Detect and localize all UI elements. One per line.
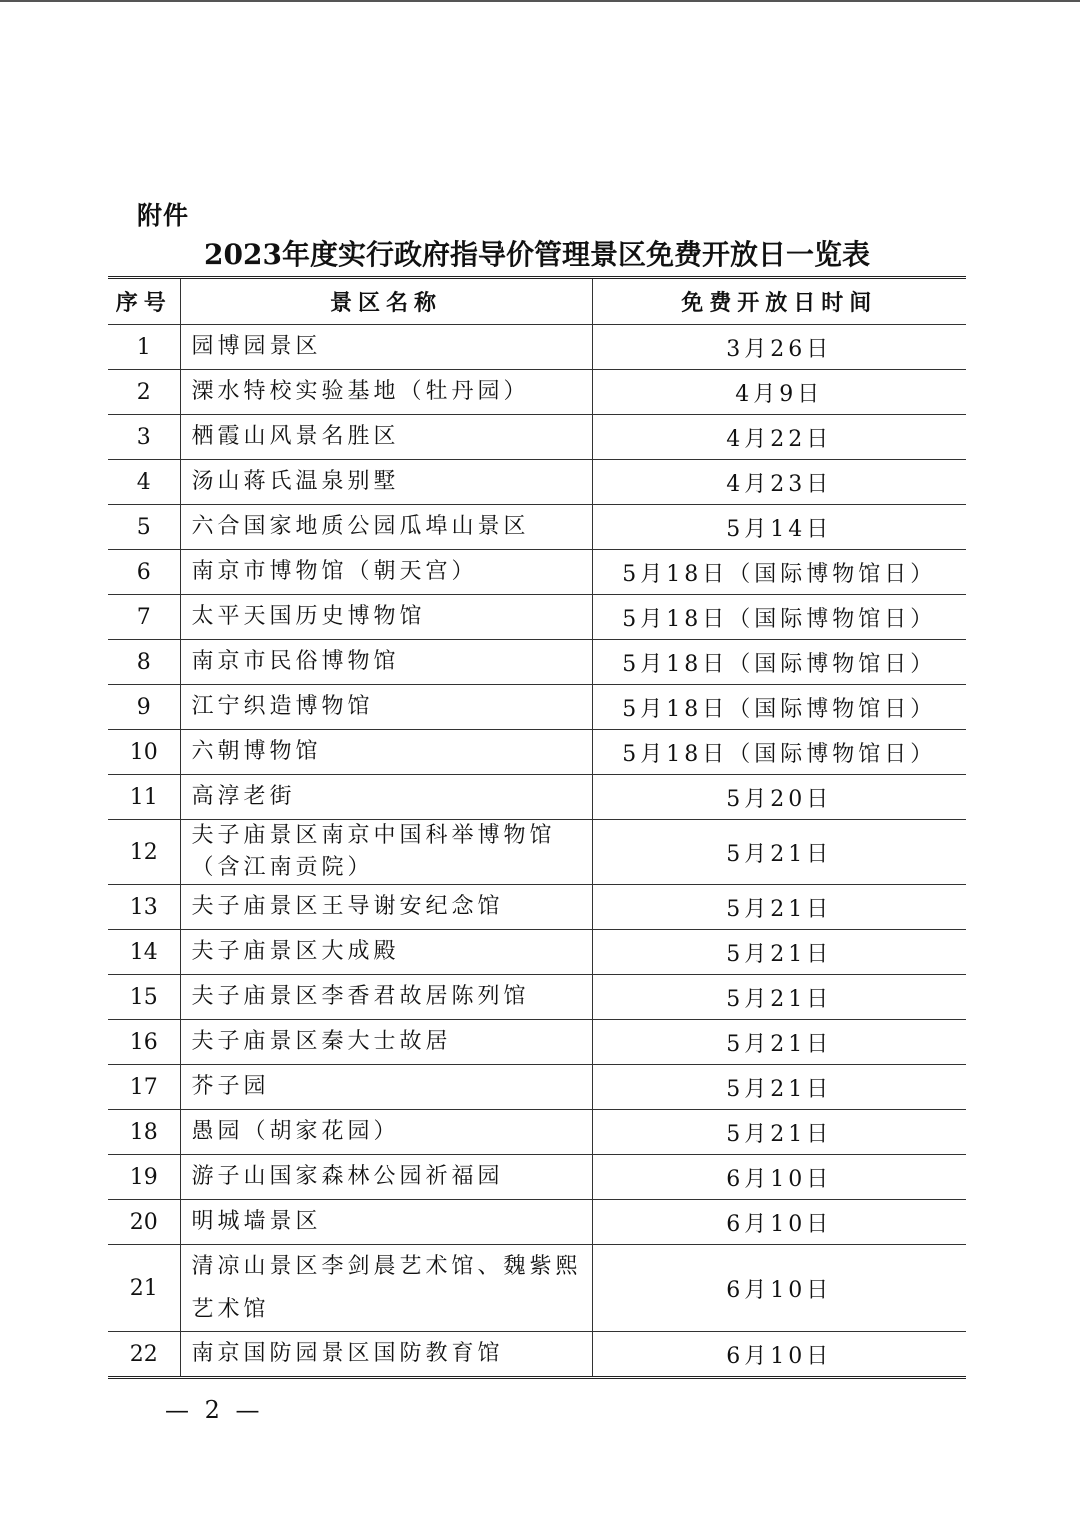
scenic-area-name: 六朝博物馆 xyxy=(180,730,592,775)
free-open-date: 5月18日（国际博物馆日） xyxy=(592,550,966,595)
table-row xyxy=(108,975,966,1020)
table-row xyxy=(108,415,966,460)
free-open-date: 5月21日 xyxy=(592,930,966,975)
row-number: 2 xyxy=(108,370,180,415)
row-number: 13 xyxy=(108,885,180,930)
free-open-date: 5月18日（国际博物馆日） xyxy=(592,685,966,730)
attachment-label: 附件 xyxy=(137,201,190,230)
table-row xyxy=(108,685,966,730)
table-row xyxy=(108,885,966,930)
top-border-line xyxy=(0,0,1080,2)
free-open-date: 5月21日 xyxy=(592,820,966,885)
table-row xyxy=(108,730,966,775)
row-number: 18 xyxy=(108,1110,180,1155)
free-open-day-table xyxy=(108,276,966,1379)
scenic-area-name: 夫子庙景区南京中国科举博物馆（含江南贡院） xyxy=(180,820,592,885)
free-open-date: 5月21日 xyxy=(592,1065,966,1110)
scenic-area-name: 芥子园 xyxy=(180,1065,592,1110)
row-number: 1 xyxy=(108,325,180,370)
free-open-date: 5月21日 xyxy=(592,975,966,1020)
document-title: 2023年度实行政府指导价管理景区免费开放日一览表 xyxy=(204,238,870,271)
row-number: 15 xyxy=(108,975,180,1020)
scenic-area-name: 溧水特校实验基地（牡丹园） xyxy=(180,370,592,415)
free-open-date: 5月18日（国际博物馆日） xyxy=(592,730,966,775)
free-open-date: 5月14日 xyxy=(592,505,966,550)
table-row xyxy=(108,550,966,595)
row-number: 19 xyxy=(108,1155,180,1200)
scenic-area-name: 江宁织造博物馆 xyxy=(180,685,592,730)
free-open-date: 6月10日 xyxy=(592,1245,966,1332)
free-open-date: 5月21日 xyxy=(592,1020,966,1065)
scenic-area-name: 愚园（胡家花园） xyxy=(180,1110,592,1155)
scenic-area-name: 六合国家地质公园瓜埠山景区 xyxy=(180,505,592,550)
header-scenic-area-name: 景区名称 xyxy=(180,279,592,325)
scenic-area-name: 园博园景区 xyxy=(180,325,592,370)
scenic-area-name: 太平天国历史博物馆 xyxy=(180,595,592,640)
free-open-date: 5月18日（国际博物馆日） xyxy=(592,640,966,685)
free-open-date: 5月18日（国际博物馆日） xyxy=(592,595,966,640)
free-open-date: 5月20日 xyxy=(592,775,966,820)
free-open-date: 5月21日 xyxy=(592,1110,966,1155)
table-row xyxy=(108,1200,966,1245)
table-row xyxy=(108,820,966,885)
row-number: 10 xyxy=(108,730,180,775)
scenic-area-name: 夫子庙景区李香君故居陈列馆 xyxy=(180,975,592,1020)
free-open-date: 4月22日 xyxy=(592,415,966,460)
row-number: 3 xyxy=(108,415,180,460)
row-number: 8 xyxy=(108,640,180,685)
row-number: 14 xyxy=(108,930,180,975)
free-open-date: 6月10日 xyxy=(592,1155,966,1200)
free-open-date: 6月10日 xyxy=(592,1332,966,1377)
free-open-date: 3月26日 xyxy=(592,325,966,370)
scenic-area-name: 夫子庙景区王导谢安纪念馆 xyxy=(180,885,592,930)
row-number: 11 xyxy=(108,775,180,820)
free-open-date: 6月10日 xyxy=(592,1200,966,1245)
table-row xyxy=(108,1155,966,1200)
row-number: 5 xyxy=(108,505,180,550)
free-open-date: 5月21日 xyxy=(592,885,966,930)
table-row xyxy=(108,460,966,505)
scenic-area-name: 南京国防园景区国防教育馆 xyxy=(180,1332,592,1377)
header-free-open-date: 免费开放日时间 xyxy=(592,279,966,325)
scenic-area-name: 汤山蒋氏温泉别墅 xyxy=(180,460,592,505)
row-number: 6 xyxy=(108,550,180,595)
table-row xyxy=(108,325,966,370)
table-row xyxy=(108,640,966,685)
table-row xyxy=(108,1065,966,1110)
page-number: — 2 — xyxy=(165,1396,264,1424)
scenic-area-name: 南京市民俗博物馆 xyxy=(180,640,592,685)
table-row xyxy=(108,1332,966,1377)
row-number: 9 xyxy=(108,685,180,730)
scenic-area-name: 高淳老街 xyxy=(180,775,592,820)
row-number: 22 xyxy=(108,1332,180,1377)
scenic-area-name: 夫子庙景区秦大士故居 xyxy=(180,1020,592,1065)
table-row xyxy=(108,370,966,415)
free-open-date: 4月23日 xyxy=(592,460,966,505)
row-number: 20 xyxy=(108,1200,180,1245)
scenic-area-name: 南京市博物馆（朝天宫） xyxy=(180,550,592,595)
row-number: 7 xyxy=(108,595,180,640)
row-number: 12 xyxy=(108,820,180,885)
table-row xyxy=(108,1245,966,1332)
free-open-date: 4月9日 xyxy=(592,370,966,415)
row-number: 16 xyxy=(108,1020,180,1065)
table-header-row xyxy=(108,279,966,325)
scenic-area-name: 清凉山景区李剑晨艺术馆、魏紫熙艺术馆 xyxy=(180,1245,592,1332)
scenic-area-name: 游子山国家森林公园祈福园 xyxy=(180,1155,592,1200)
row-number: 17 xyxy=(108,1065,180,1110)
scenic-area-name: 栖霞山风景名胜区 xyxy=(180,415,592,460)
table-row xyxy=(108,930,966,975)
row-number: 21 xyxy=(108,1245,180,1332)
scenic-area-name: 明城墙景区 xyxy=(180,1200,592,1245)
table-row xyxy=(108,775,966,820)
table-row xyxy=(108,1020,966,1065)
table-row xyxy=(108,505,966,550)
header-serial-number: 序号 xyxy=(115,291,172,316)
table-row xyxy=(108,1110,966,1155)
row-number: 4 xyxy=(108,460,180,505)
scenic-area-name: 夫子庙景区大成殿 xyxy=(180,930,592,975)
table-row xyxy=(108,595,966,640)
